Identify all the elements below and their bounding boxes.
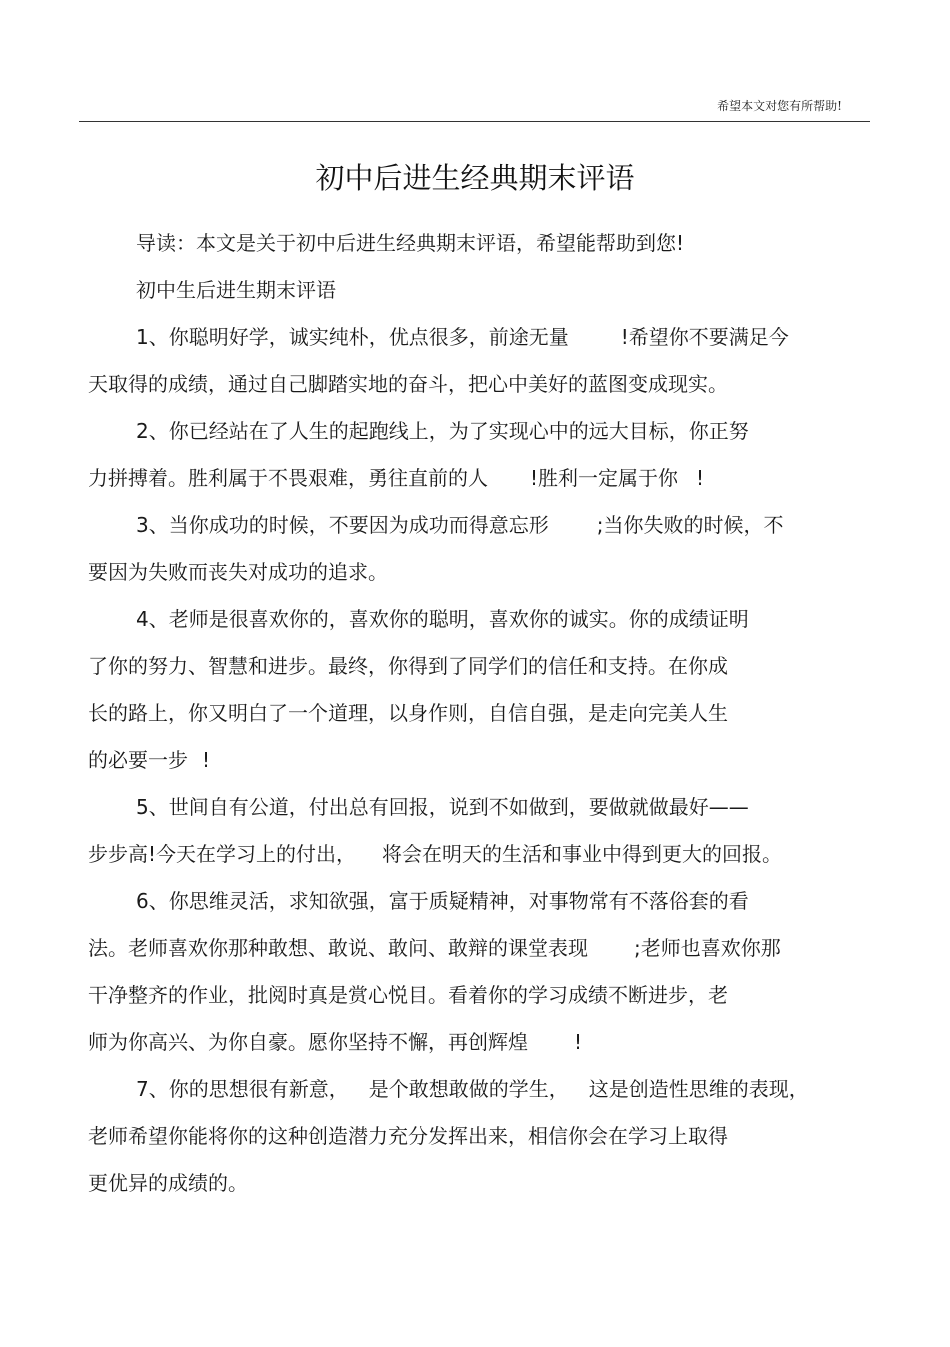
comment-5-line-2: 步步高!今天在学习上的付出， 将会在明天的生活和事业中得到更大的回报。: [88, 842, 783, 866]
header-divider: [79, 121, 870, 122]
intro-paragraph: 导读：本文是关于初中后进生经典期末评语，希望能帮助到您!: [136, 231, 685, 255]
comment-2-line-2: 力拼搏着。胜利属于不畏艰难，勇往直前的人 !胜利一定属于你 !: [88, 466, 705, 490]
comment-7-line-2: 老师希望你能将你的这种创造潜力充分发挥出来，相信你会在学习上取得: [88, 1124, 728, 1148]
comment-6-line-4: 师为你高兴、为你自豪。愿你坚持不懈，再创辉煌 !: [88, 1030, 583, 1054]
document-body: [88, 224, 858, 1211]
comment-7-line-1: 7、你的思想很有新意， 是个敢想敢做的学生， 这是创造性思维的表现，: [136, 1077, 809, 1101]
comment-6-line-1: 6、你思维灵活，求知欲强，富于质疑精神，对事物常有不落俗套的看: [136, 889, 749, 913]
comment-4-line-3: 长的路上，你又明白了一个道理，以身作则，自信自强，是走向完美人生: [88, 701, 728, 725]
comment-2-line-1: 2、你已经站在了人生的起跑线上，为了实现心中的远大目标，你正努: [136, 419, 749, 443]
comment-3-line-1: 3、当你成功的时候，不要因为成功而得意忘形 ;当你失败的时候，不: [136, 513, 784, 537]
comment-3-line-2: 要因为失败而丧失对成功的追求。: [88, 560, 388, 584]
subheading: 初中生后进生期末评语: [136, 278, 336, 302]
comment-4-line-4: 的必要一步 !: [88, 748, 211, 772]
header-note: 希望本文对您有所帮助!: [717, 99, 842, 113]
comment-6-line-3: 干净整齐的作业，批阅时真是赏心悦目。看着你的学习成绩不断进步，老: [88, 983, 728, 1007]
comment-4-line-2: 了你的努力、智慧和进步。最终，你得到了同学们的信任和支持。在你成: [88, 654, 728, 678]
comment-1-line-2: 天取得的成绩，通过自己脚踏实地的奋斗，把心中美好的蓝图变成现实。: [88, 372, 728, 396]
comment-6-line-2: 法。老师喜欢你那种敢想、敢说、敢问、敢辩的课堂表现 ;老师也喜欢你那: [88, 936, 781, 960]
comment-7-line-3: 更优异的成绩的。: [88, 1171, 248, 1195]
comment-5-line-1: 5、世间自有公道，付出总有回报，说到不如做到，要做就做最好——: [136, 795, 749, 819]
comment-4-line-1: 4、老师是很喜欢你的，喜欢你的聪明，喜欢你的诚实。你的成绩证明: [136, 607, 749, 631]
document-title: 初中后进生经典期末评语: [315, 161, 635, 195]
comment-1-line-1: 1、你聪明好学，诚实纯朴，优点很多，前途无量 !希望你不要满足今: [136, 325, 789, 349]
